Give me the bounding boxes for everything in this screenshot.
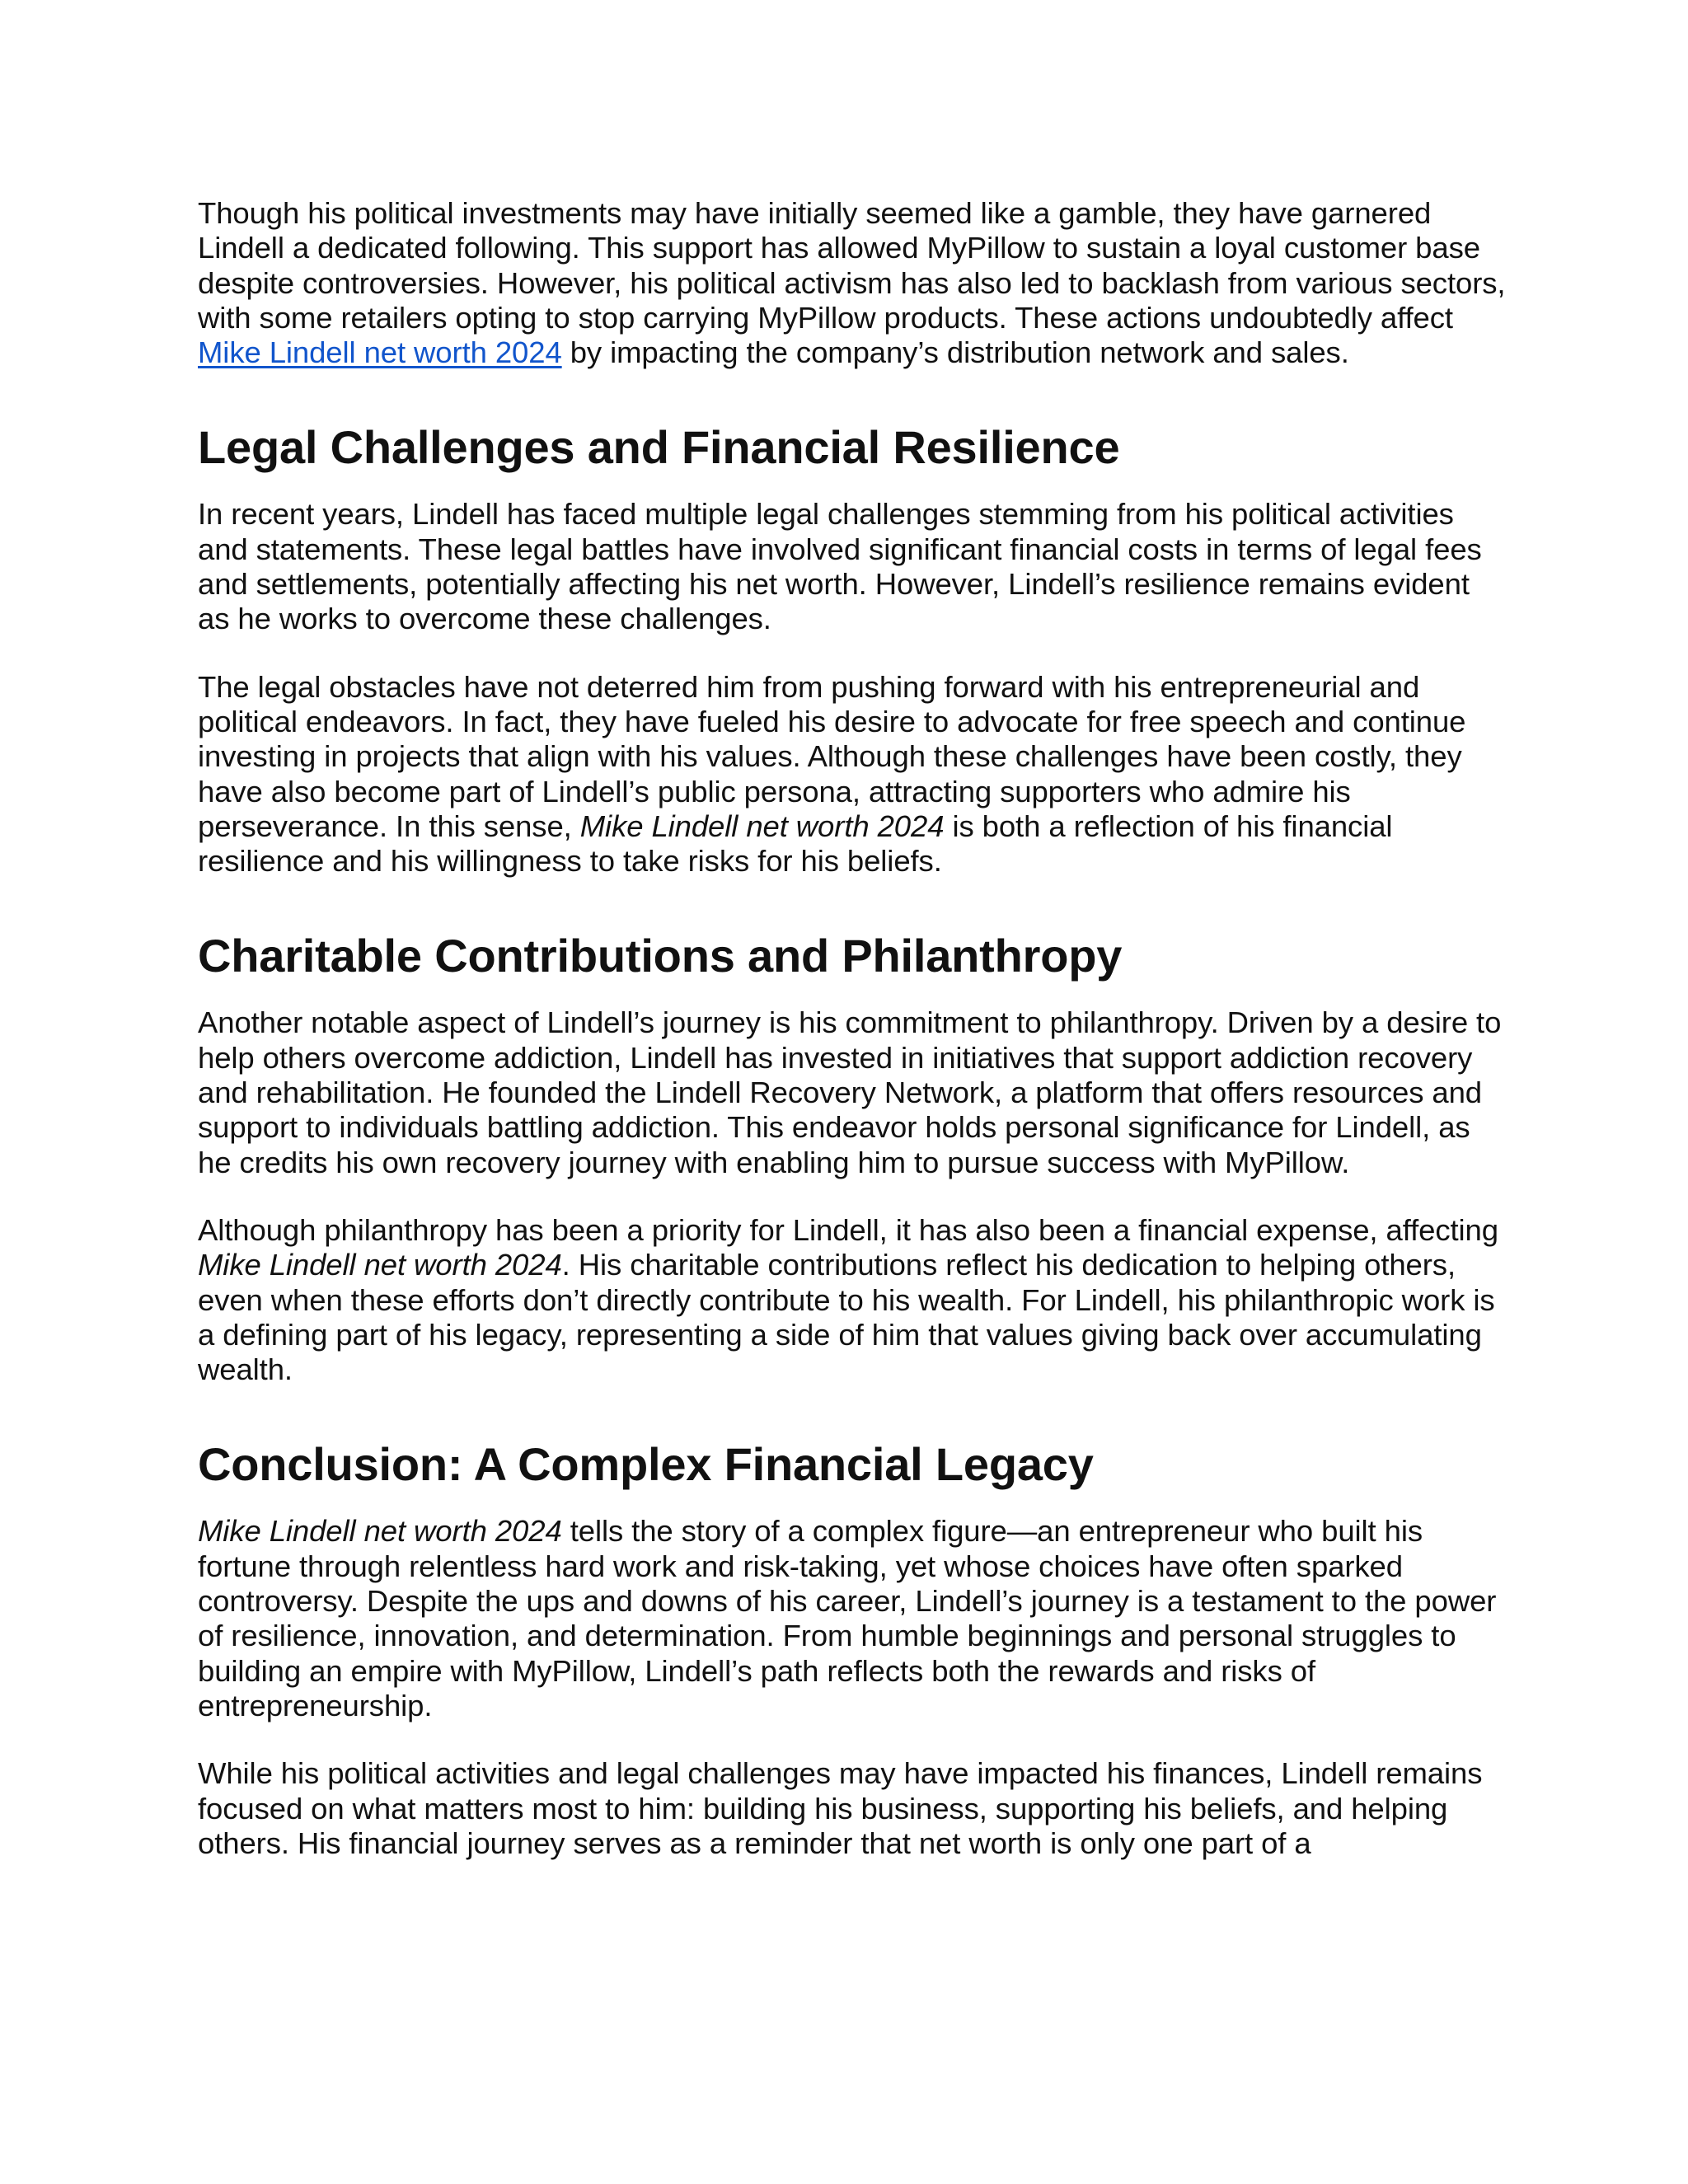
charity-paragraph-1: Another notable aspect of Lindell’s journey is his commitment to philanthropy. Driven by a desire to help others overcome addiction, Lindell has invested in initiatives that support addiction recovery and rehabilitation. He founded the Lindell Recovery Network, a platform that offers resources and support to individuals battling addiction. This endeavor holds personal significance for Lindell, as he credits his own recovery journey with enabling him to pursue success with MyPillow.: [198, 1005, 1502, 1179]
heading-charitable-contributions: Charitable Contributions and Philanthropy: [198, 930, 1123, 982]
intro-text-end: by impacting the company’s distribution network and sales.: [561, 335, 1349, 370]
legal-paragraph-1: In recent years, Lindell has faced multiple legal challenges stemming from his political activities and statements. These legal battles have involved significant financial costs in terms of legal fees and settlements, potentially affecting his net worth. However, Lindell’s resilience remains evident as he works to overcome these challenges.: [198, 497, 1482, 636]
heading-legal-challenges: Legal Challenges and Financial Resilience: [198, 421, 1120, 474]
heading-conclusion: Conclusion: A Complex Financial Legacy: [198, 1438, 1094, 1491]
conclusion-paragraph-1: Mike Lindell net worth 2024 tells the story of a complex figure—an entrepreneur who built his fortune through relentless hard work and risk-taking, yet whose choices have often sparked controversy. Despite the ups and downs of his career, Lindell’s journey is a testament to the power of resilience, innovation, and determination. From humble beginnings and personal struggles to building an empire with MyPillow, Lindell’s path reflects both the rewards and risks of entrepreneurship.: [198, 1514, 1497, 1722]
italic-phrase: Mike Lindell net worth 2024: [198, 1514, 562, 1549]
intro-paragraph: [198, 196, 1508, 370]
italic-phrase: Mike Lindell net worth 2024: [579, 808, 945, 843]
net-worth-link[interactable]: Mike Lindell net worth 2024: [198, 335, 562, 370]
intro-text-start: Though his political investments may have initially seemed like a gamble, they have garnered Lindell a dedicated following. This support has allowed MyPillow to sustain a loyal customer base despite controversies. However, his political activism has also led to backlash from various sectors, with some retailers opting to stop carrying MyPillow products. These actions undoubtedly affect: [198, 196, 1506, 335]
legal-paragraph-2: The legal obstacles have not deterred him from pushing forward with his entrepreneurial and political endeavors. In fact, they have fueled his desire to advocate for free speech and continue investing in projects that align with his values. Although these challenges have been costly, they have also become part of Lindell’s public persona, attracting supporters who admire his perseverance. In this sense, Mike Lindell net worth 2024 is both a reflection of his financial resilience and his willingness to take risks for his beliefs.: [198, 669, 1466, 879]
document-page: [198, 196, 1508, 1861]
charity-paragraph-2: Although philanthropy has been a priority for Lindell, it has also been a financial expense, affecting Mike Lindell net worth 2024. His charitable contributions reflect his dedication to helping others, even when these efforts don’t directly contribute to his wealth. For Lindell, his philanthropic work is a defining part of his legacy, representing a side of him that values giving back over accumulating wealth.: [198, 1212, 1498, 1387]
italic-phrase: Mike Lindell net worth 2024: [198, 1248, 562, 1282]
conclusion-paragraph-2: While his political activities and legal challenges may have impacted his finances, Lindell remains focused on what matters most to him: building his business, supporting his beliefs, and helping others. His financial journey serves as a reminder that net worth is only one part of a: [198, 1756, 1483, 1860]
